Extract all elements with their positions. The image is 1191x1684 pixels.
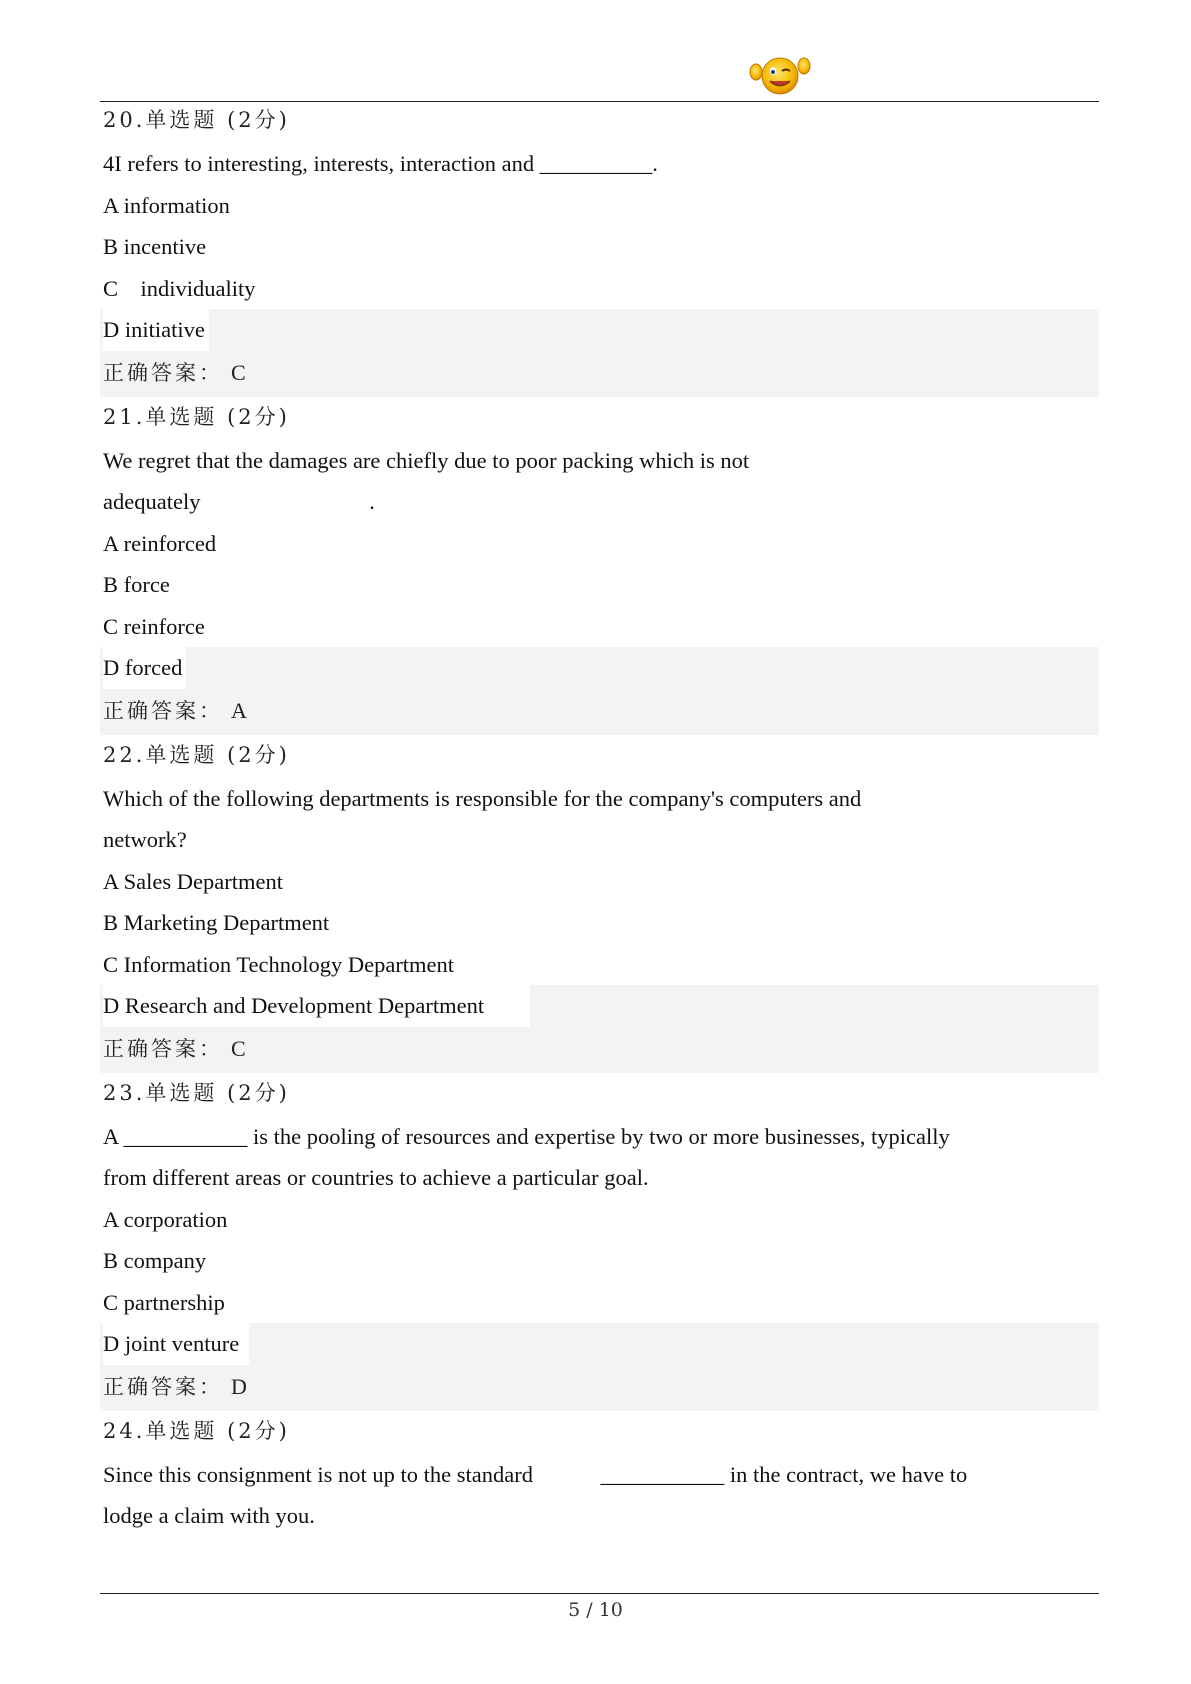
option-c: C individuality <box>103 275 256 301</box>
question-23 <box>103 1073 1099 1411</box>
question-list <box>103 100 1099 1537</box>
question-20 <box>103 100 1099 397</box>
answer-box <box>100 1323 1099 1411</box>
option-a: A Sales Department <box>103 868 283 894</box>
question-22 <box>103 735 1099 1073</box>
question-stem-line-2: network? <box>103 827 187 852</box>
waving-smiley-icon <box>748 52 812 96</box>
question-stem-line-2: lodge a claim with you. <box>103 1503 315 1528</box>
correct-answer <box>103 1027 1099 1073</box>
question-header: 23.单选题 (2分) <box>103 1080 290 1105</box>
option-b: B force <box>103 572 170 597</box>
page-number: 5 / 10 <box>568 1599 623 1621</box>
question-stem-line-1: We regret that the damages are chiefly due to poor packing which is not <box>103 447 750 473</box>
answer-box <box>100 985 1099 1073</box>
answer-value: C <box>231 359 246 385</box>
answer-value: D <box>231 1373 247 1399</box>
option-d: D Research and Development Department <box>103 985 530 1027</box>
option-d: D initiative <box>103 309 209 351</box>
option-d: D joint venture <box>103 1323 249 1365</box>
correct-answer <box>103 351 1099 397</box>
option-c: C Information Technology Department <box>103 951 455 977</box>
question-header: 21.单选题 (2分) <box>103 404 290 429</box>
option-d: D forced <box>103 647 186 689</box>
option-c: C reinforce <box>103 613 205 639</box>
question-stem-line-2: from different areas or countries to achieve a particular goal. <box>103 1165 649 1190</box>
question-21 <box>103 397 1099 735</box>
option-a: A information <box>103 192 230 218</box>
question-stem: 4I refers to interesting, interests, interaction and __________. <box>103 151 658 176</box>
question-stem-line-1: Which of the following departments is responsible for the company's computers and <box>103 785 862 811</box>
answer-label: 正确答案： <box>103 360 223 385</box>
question-header: 22.单选题 (2分) <box>103 742 290 767</box>
correct-answer <box>103 1365 1099 1411</box>
answer-box <box>100 647 1099 735</box>
question-stem-line-1: A ___________ is the pooling of resources and expertise by two or more businesses, typically <box>103 1123 950 1149</box>
answer-label: 正确答案： <box>103 698 223 723</box>
question-stem-line-2: adequately . <box>103 489 375 514</box>
option-b: B Marketing Department <box>103 910 330 935</box>
answer-value: C <box>231 1035 246 1061</box>
footer-rule <box>100 1593 1099 1594</box>
question-header: 24.单选题 (2分) <box>103 1418 290 1443</box>
answer-value: A <box>231 697 247 723</box>
option-a: A corporation <box>103 1206 228 1232</box>
question-24 <box>103 1411 1099 1537</box>
correct-answer <box>103 689 1099 735</box>
answer-label: 正确答案： <box>103 1036 223 1061</box>
option-b: B incentive <box>103 234 207 259</box>
option-b: B company <box>103 1248 207 1273</box>
question-header: 20.单选题 (2分) <box>103 108 290 132</box>
option-c: C partnership <box>103 1289 225 1315</box>
answer-label: 正确答案： <box>103 1374 223 1399</box>
answer-box <box>100 309 1099 397</box>
option-a: A reinforced <box>103 530 217 556</box>
question-stem-line-1: Since this consignment is not up to the standard ___________ in the contract, we have to <box>103 1461 968 1487</box>
